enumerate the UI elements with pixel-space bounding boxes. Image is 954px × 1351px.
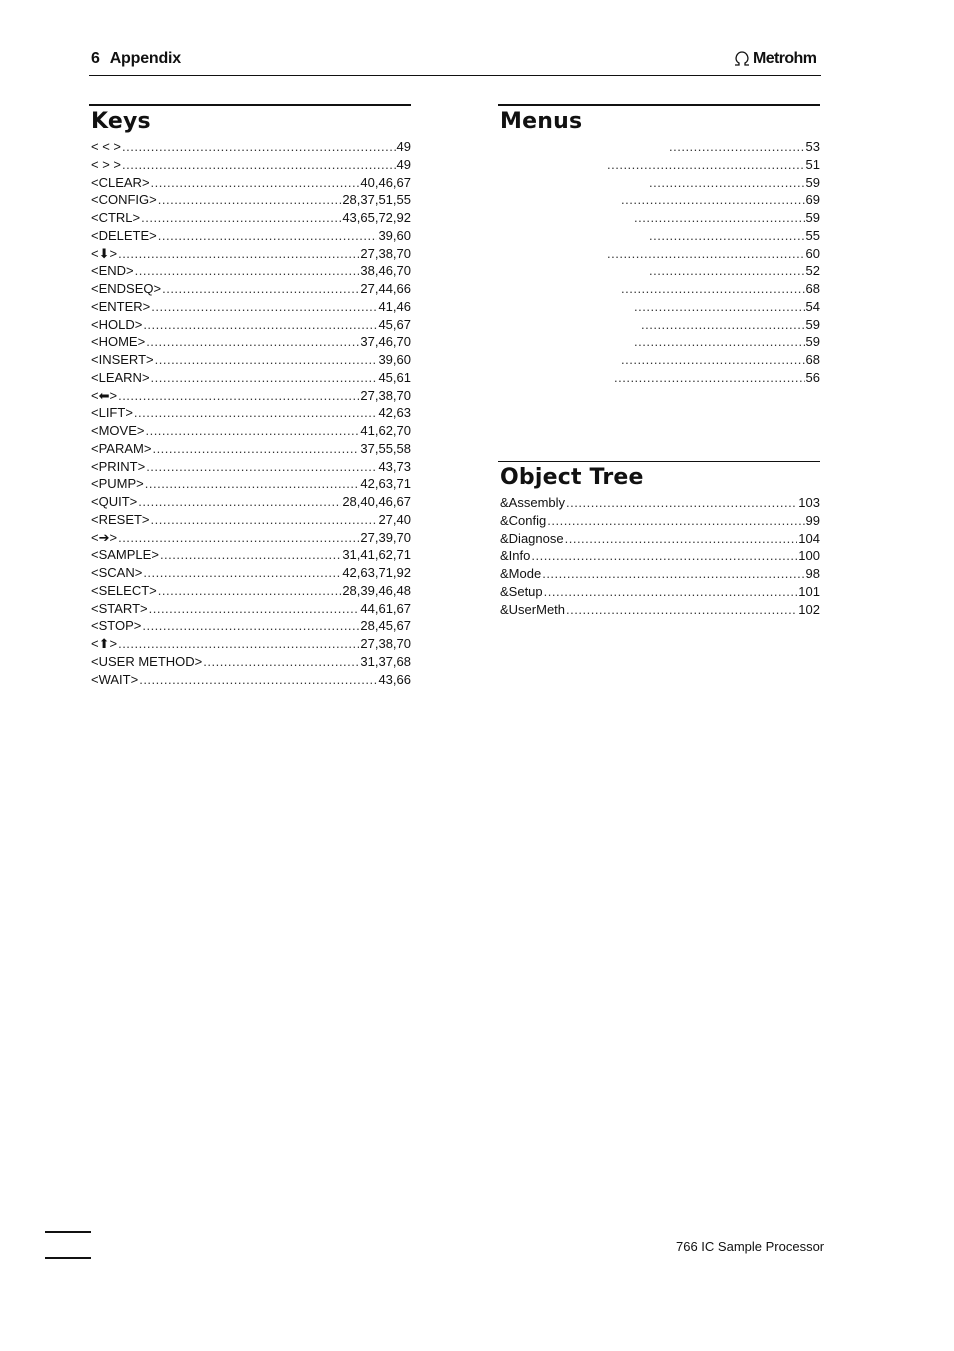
dot-leader xyxy=(634,298,805,316)
dot-leader xyxy=(566,494,797,512)
entry-pages: 42,63 xyxy=(378,405,411,421)
dot-leader xyxy=(145,475,360,493)
index-entry xyxy=(500,512,820,530)
entry-pages: 51 xyxy=(805,156,820,172)
entry-pages: 59 xyxy=(805,174,820,190)
dot-leader xyxy=(142,617,359,635)
entry-pages: 37,46,70 xyxy=(360,334,411,350)
object-tree-list xyxy=(500,494,820,618)
index-entry xyxy=(91,653,411,671)
entry-pages: 28,37,51,55 xyxy=(342,192,411,208)
dot-leader xyxy=(151,511,378,529)
entry-pages: 68 xyxy=(805,281,820,296)
menus-section xyxy=(498,104,820,387)
index-entry xyxy=(91,458,411,476)
index-entry xyxy=(91,475,411,493)
entry-label: < > > xyxy=(91,156,121,172)
entry-label: &Diagnose xyxy=(500,530,564,546)
index-entry xyxy=(500,191,820,209)
index-entry xyxy=(91,316,411,334)
entry-label: &Setup xyxy=(500,583,543,599)
entry-pages: 31,37,68 xyxy=(360,653,411,669)
entry-label: <SCAN> xyxy=(91,565,143,580)
object-tree-title: Object Tree xyxy=(500,465,644,490)
entry-pages: 28,45,67 xyxy=(360,618,411,634)
entry-pages: 44,61,67 xyxy=(360,600,411,616)
entry-label: <SELECT> xyxy=(91,582,157,598)
entry-pages: 55 xyxy=(805,227,820,243)
entry-label: < < > xyxy=(91,139,121,154)
dot-leader xyxy=(151,174,360,192)
menus-rule xyxy=(498,104,820,106)
dot-leader xyxy=(146,333,359,351)
index-entry xyxy=(91,369,411,387)
dot-leader xyxy=(634,209,805,227)
footer-product: 766 IC Sample Processor xyxy=(676,1239,825,1254)
entry-pages: 60 xyxy=(805,245,820,261)
entry-label: <ENDSEQ> xyxy=(91,281,162,296)
dot-leader xyxy=(649,174,805,192)
entry-pages: 68 xyxy=(805,352,820,367)
entry-label: <CONFIG> xyxy=(91,192,157,208)
index-entry xyxy=(91,280,411,298)
entry-label: <RESET> xyxy=(91,511,150,527)
keys-rule xyxy=(89,104,411,106)
dot-leader xyxy=(118,529,359,547)
brand-logo xyxy=(733,50,816,68)
entry-pages: 100 xyxy=(798,548,820,564)
dot-leader xyxy=(607,156,805,174)
entry-label: <DELETE> xyxy=(91,227,157,243)
brand-name: Metrohm xyxy=(753,50,817,67)
entry-pages: 98 xyxy=(805,566,820,581)
dot-leader xyxy=(621,351,805,369)
object-tree-rule xyxy=(498,461,820,462)
entry-pages: 43,73 xyxy=(378,458,411,474)
entry-pages: 27,38,70 xyxy=(360,636,411,651)
entry-pages: 49 xyxy=(396,139,411,154)
keys-title: Keys xyxy=(91,109,151,134)
index-entry xyxy=(500,262,820,280)
chapter-number: 6 xyxy=(91,50,100,67)
entry-label: &Config xyxy=(500,512,547,528)
index-entry xyxy=(91,546,411,564)
index-entry xyxy=(91,635,411,653)
entry-pages: 39,60 xyxy=(378,227,411,243)
dot-leader xyxy=(621,191,805,209)
dot-leader xyxy=(634,333,805,351)
entry-pages: 54 xyxy=(805,298,820,314)
entry-label: <PRINT> xyxy=(91,458,146,474)
index-entry xyxy=(91,493,411,511)
entry-label: <LEARN> xyxy=(91,369,150,385)
index-entry xyxy=(500,494,820,512)
entry-label: &UserMeth xyxy=(500,601,566,617)
dot-leader xyxy=(158,227,378,245)
dot-leader xyxy=(542,565,804,583)
entry-label: <CTRL> xyxy=(91,210,141,225)
dot-leader xyxy=(134,404,378,422)
keys-section xyxy=(89,104,411,688)
index-entry xyxy=(500,530,820,548)
dot-leader xyxy=(143,316,377,334)
entry-label: <PARAM> xyxy=(91,440,152,456)
entry-pages: 28,40,46,67 xyxy=(342,494,411,509)
index-entry xyxy=(91,298,411,316)
entry-label: <WAIT> xyxy=(91,671,139,687)
entry-label: <SAMPLE> xyxy=(91,547,159,563)
index-entry xyxy=(500,156,820,174)
menus-title: Menus xyxy=(500,109,583,134)
entry-label: <STOP> xyxy=(91,618,142,634)
index-entry xyxy=(91,245,411,263)
dot-leader xyxy=(135,262,360,280)
dot-leader xyxy=(669,138,805,156)
index-entry xyxy=(500,316,820,334)
entry-pages: 59 xyxy=(805,210,820,225)
dot-leader xyxy=(566,601,797,619)
dot-leader xyxy=(151,298,377,316)
entry-pages: 43,66 xyxy=(378,671,411,687)
index-entry xyxy=(500,333,820,351)
index-entry xyxy=(500,298,820,316)
index-entry xyxy=(91,600,411,618)
index-entry xyxy=(500,227,820,245)
index-entry xyxy=(500,369,820,387)
dot-leader xyxy=(158,582,342,600)
entry-pages: 27,38,70 xyxy=(360,245,411,261)
entry-pages: 103 xyxy=(798,495,820,510)
entry-label: <⬆> xyxy=(91,636,118,651)
index-entry xyxy=(91,422,411,440)
index-entry xyxy=(91,262,411,280)
entry-pages: 45,61 xyxy=(378,369,411,385)
menus-list xyxy=(500,138,820,387)
dot-leader xyxy=(158,191,342,209)
entry-pages: 37,55,58 xyxy=(360,440,411,456)
object-tree-section xyxy=(498,461,820,618)
dot-leader xyxy=(145,422,359,440)
entry-label: <END> xyxy=(91,263,134,279)
dot-leader xyxy=(122,138,396,156)
dot-leader xyxy=(607,245,805,263)
entry-label: <HOLD> xyxy=(91,316,143,332)
dot-leader xyxy=(649,262,805,280)
index-entry xyxy=(91,564,411,582)
dot-leader xyxy=(146,458,377,476)
entry-pages: 40,46,67 xyxy=(360,174,411,190)
entry-pages: 49 xyxy=(396,156,411,172)
dot-leader xyxy=(544,583,798,601)
entry-pages: 69 xyxy=(805,192,820,208)
index-entry xyxy=(91,617,411,635)
dot-leader xyxy=(155,351,378,369)
entry-pages: 27,39,70 xyxy=(360,529,411,545)
footer-rule-top xyxy=(45,1231,91,1233)
index-entry xyxy=(91,227,411,245)
index-entry xyxy=(91,174,411,192)
entry-pages: 27,40 xyxy=(378,511,411,527)
entry-label: <INSERT> xyxy=(91,352,154,367)
index-entry xyxy=(91,351,411,369)
entry-pages: 31,41,62,71 xyxy=(342,547,411,563)
dot-leader xyxy=(160,546,341,564)
entry-pages: 27,38,70 xyxy=(360,387,411,403)
entry-pages: 39,60 xyxy=(378,352,411,367)
header-rule xyxy=(89,75,821,76)
dot-leader xyxy=(547,512,804,530)
dot-leader xyxy=(565,530,798,548)
entry-label: <USER METHOD> xyxy=(91,653,203,669)
index-entry xyxy=(500,565,820,583)
index-entry xyxy=(500,138,820,156)
entry-label: &Assembly xyxy=(500,495,566,510)
index-entry xyxy=(91,529,411,547)
dot-leader xyxy=(141,209,341,227)
index-entry xyxy=(500,547,820,565)
dot-leader xyxy=(531,547,797,565)
entry-pages: 59 xyxy=(805,316,820,332)
entry-pages: 52 xyxy=(805,263,820,279)
entry-pages: 41,46 xyxy=(378,298,411,314)
index-entry xyxy=(91,511,411,529)
entry-label: &Info xyxy=(500,548,531,564)
omega-icon xyxy=(733,51,751,67)
index-entry xyxy=(500,209,820,227)
footer-rule-bottom xyxy=(45,1257,91,1259)
dot-leader xyxy=(122,156,396,174)
entry-pages: 104 xyxy=(798,530,820,546)
dot-leader xyxy=(138,493,341,511)
entry-pages: 43,65,72,92 xyxy=(342,210,411,225)
index-entry xyxy=(91,138,411,156)
entry-label: <MOVE> xyxy=(91,423,145,438)
dot-leader xyxy=(614,369,805,387)
index-entry xyxy=(91,671,411,689)
dot-leader xyxy=(203,653,359,671)
entry-pages: 42,63,71 xyxy=(360,476,411,492)
index-entry xyxy=(500,351,820,369)
entry-label: <CLEAR> xyxy=(91,174,150,190)
entry-label: <⬇> xyxy=(91,245,118,261)
index-entry xyxy=(91,404,411,422)
index-entry xyxy=(500,583,820,601)
entry-pages: 56 xyxy=(805,369,820,385)
entry-pages: 53 xyxy=(805,139,820,154)
index-entry xyxy=(500,174,820,192)
entry-pages: 45,67 xyxy=(378,316,411,332)
dot-leader xyxy=(649,227,805,245)
dot-leader xyxy=(151,369,378,387)
index-entry xyxy=(91,387,411,405)
entry-pages: 99 xyxy=(805,512,820,528)
chapter-title: Appendix xyxy=(109,50,181,67)
dot-leader xyxy=(118,387,359,405)
index-entry xyxy=(500,601,820,619)
entry-pages: 101 xyxy=(798,583,820,599)
entry-label: <ENTER> xyxy=(91,298,151,314)
entry-label: <⬅> xyxy=(91,387,118,403)
entry-label: <QUIT> xyxy=(91,494,138,509)
index-entry xyxy=(500,245,820,263)
entry-pages: 59 xyxy=(805,334,820,350)
entry-pages: 102 xyxy=(798,601,820,617)
index-entry xyxy=(91,209,411,227)
index-entry xyxy=(91,333,411,351)
entry-pages: 38,46,70 xyxy=(360,263,411,279)
dot-leader xyxy=(139,671,377,689)
entry-label: &Mode xyxy=(500,566,542,581)
index-entry xyxy=(91,440,411,458)
index-entry xyxy=(91,156,411,174)
index-entry xyxy=(91,191,411,209)
entry-pages: 27,44,66 xyxy=(360,281,411,296)
entry-label: <LIFT> xyxy=(91,405,133,421)
dot-leader xyxy=(152,440,359,458)
dot-leader xyxy=(621,280,805,298)
entry-pages: 28,39,46,48 xyxy=(342,582,411,598)
chapter-heading xyxy=(91,50,181,68)
entry-pages: 42,63,71,92 xyxy=(342,565,411,580)
entry-label: <PUMP> xyxy=(91,476,144,492)
dot-leader xyxy=(143,564,341,582)
entry-label: <START> xyxy=(91,600,148,616)
dot-leader xyxy=(162,280,359,298)
index-entry xyxy=(91,582,411,600)
entry-label: <HOME> xyxy=(91,334,146,350)
dot-leader xyxy=(118,635,359,653)
index-entry xyxy=(500,280,820,298)
dot-leader xyxy=(118,245,359,263)
entry-label: <➔> xyxy=(91,529,118,545)
keys-list xyxy=(91,138,411,688)
dot-leader xyxy=(641,316,805,334)
entry-pages: 41,62,70 xyxy=(360,423,411,438)
dot-leader xyxy=(149,600,360,618)
